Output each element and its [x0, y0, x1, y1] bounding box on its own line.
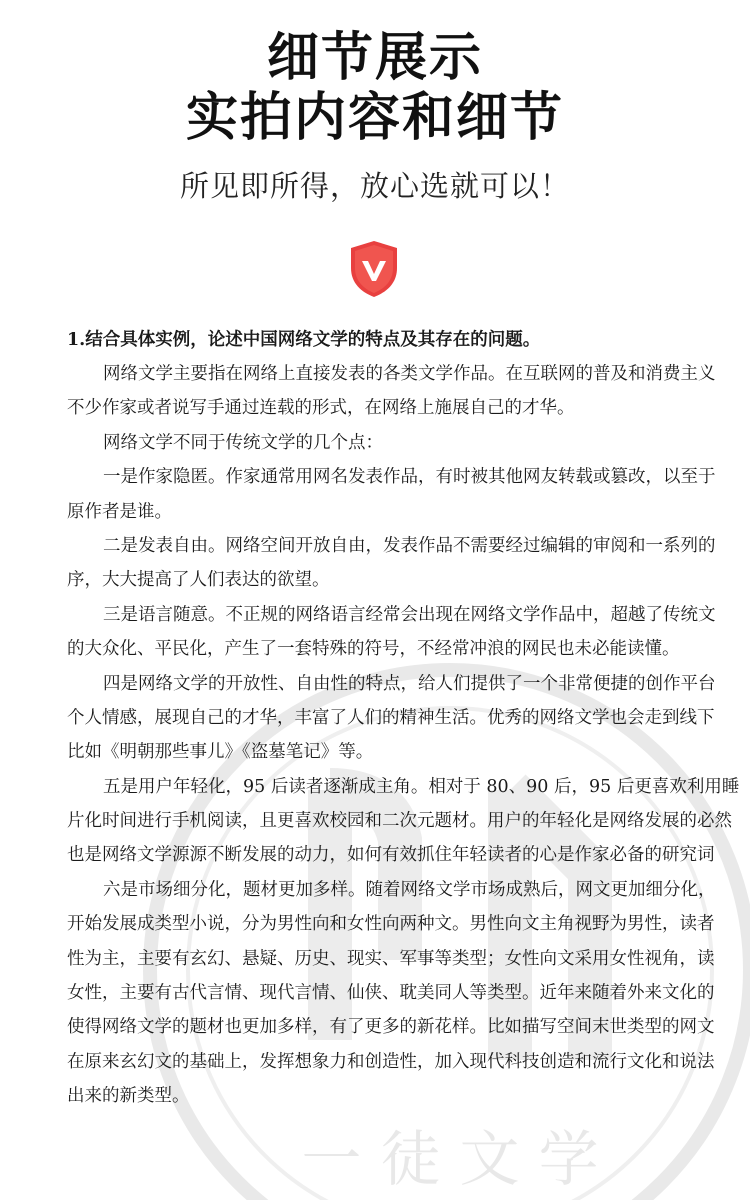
text-line-3: 网络文学不同于传统文学的几个点：	[103, 432, 383, 453]
shield-check-icon	[349, 240, 399, 298]
text-line-6: 二是发表自由。网络空间开放自由，发表作品不需要经过编辑的审阅和一系列的	[103, 535, 716, 556]
text-line-11: 个人情感，展现自己的才华，丰富了人们的精神生活。优秀的网络文学也会走到线下	[67, 707, 715, 728]
text-line-4: 一是作家隐匿。作家通常用网名发表作品，有时被其他网友转载或篡改，以至于	[103, 467, 716, 488]
page-title-line2: 实拍内容和细节	[185, 88, 564, 148]
text-line-12: 比如《明朝那些事儿》《盗墓笔记》等。	[67, 742, 374, 763]
text-line-8: 三是语言随意。不正规的网络语言经常会出现在网络文学作品中，超越了传统文	[103, 604, 716, 625]
page-title-line1: 细节展示	[266, 28, 483, 88]
text-line-18: 性为主，主要有玄幻、悬疑、历史、现实、军事等类型；女性向文采用女性视角，读	[67, 948, 715, 969]
text-line-10: 四是网络文学的开放性、自由性的特点，给人们提供了一个非常便捷的创作平台	[103, 673, 716, 694]
article-body	[67, 323, 750, 1133]
text-line-17: 开始发展成类型小说，分为男性向和女性向两种文。男性向文主角视野为男性，读者	[67, 914, 715, 935]
tagline: 所见即所得，放心选就可以！	[179, 169, 570, 203]
question-heading: 1.结合具体实例，论述中国网络文学的特点及其存在的问题。	[67, 330, 541, 350]
text-line-9: 的大众化、平民化，产生了一套特殊的符号，不经常冲浪的网民也未必能读懂。	[67, 639, 680, 660]
text-line-22: 出来的新类型。	[67, 1086, 190, 1107]
text-line-1: 网络文学主要指在网络上直接发表的各类文学作品。在互联网的普及和消费主义	[103, 364, 716, 384]
text-line-20: 使得网络文学的题材也更加多样，有了更多的新花样。比如描写空间末世类型的网文	[67, 1017, 715, 1038]
text-line-19: 女性，主要有古代言情、现代言情、仙侠、耽美同人等类型。近年来随着外来文化的	[67, 983, 715, 1004]
text-line-13: 五是用户年轻化，95 后读者逐渐成主角。相对于 80、90 后，95 后更喜欢利用睡	[103, 776, 740, 797]
text-line-2: 不少作家或者说写手通过连载的形式，在网络上施展自己的才华。	[67, 398, 575, 419]
text-line-21: 在原来玄幻文的基础上，发挥想象力和创造性，加入现代科技创造和流行文化和说法	[67, 1051, 715, 1072]
text-line-15: 也是网络文学源源不断发展的动力，如何有效抓住年轻读者的心是作家必备的研究词	[67, 845, 715, 866]
text-line-7: 序，大大提高了人们表达的欲望。	[67, 570, 330, 591]
text-line-5: 原作者是谁。	[67, 501, 172, 522]
text-line-16: 六是市场细分化，题材更加多样。随着网络文学市场成熟后，网文更加细分化，	[103, 879, 716, 900]
text-line-14: 片化时间进行手机阅读，且更喜欢校园和二次元题材。用户的年轻化是网络发展的必然	[67, 811, 732, 832]
watermark-text: 一 徒 文 学	[301, 1125, 599, 1195]
